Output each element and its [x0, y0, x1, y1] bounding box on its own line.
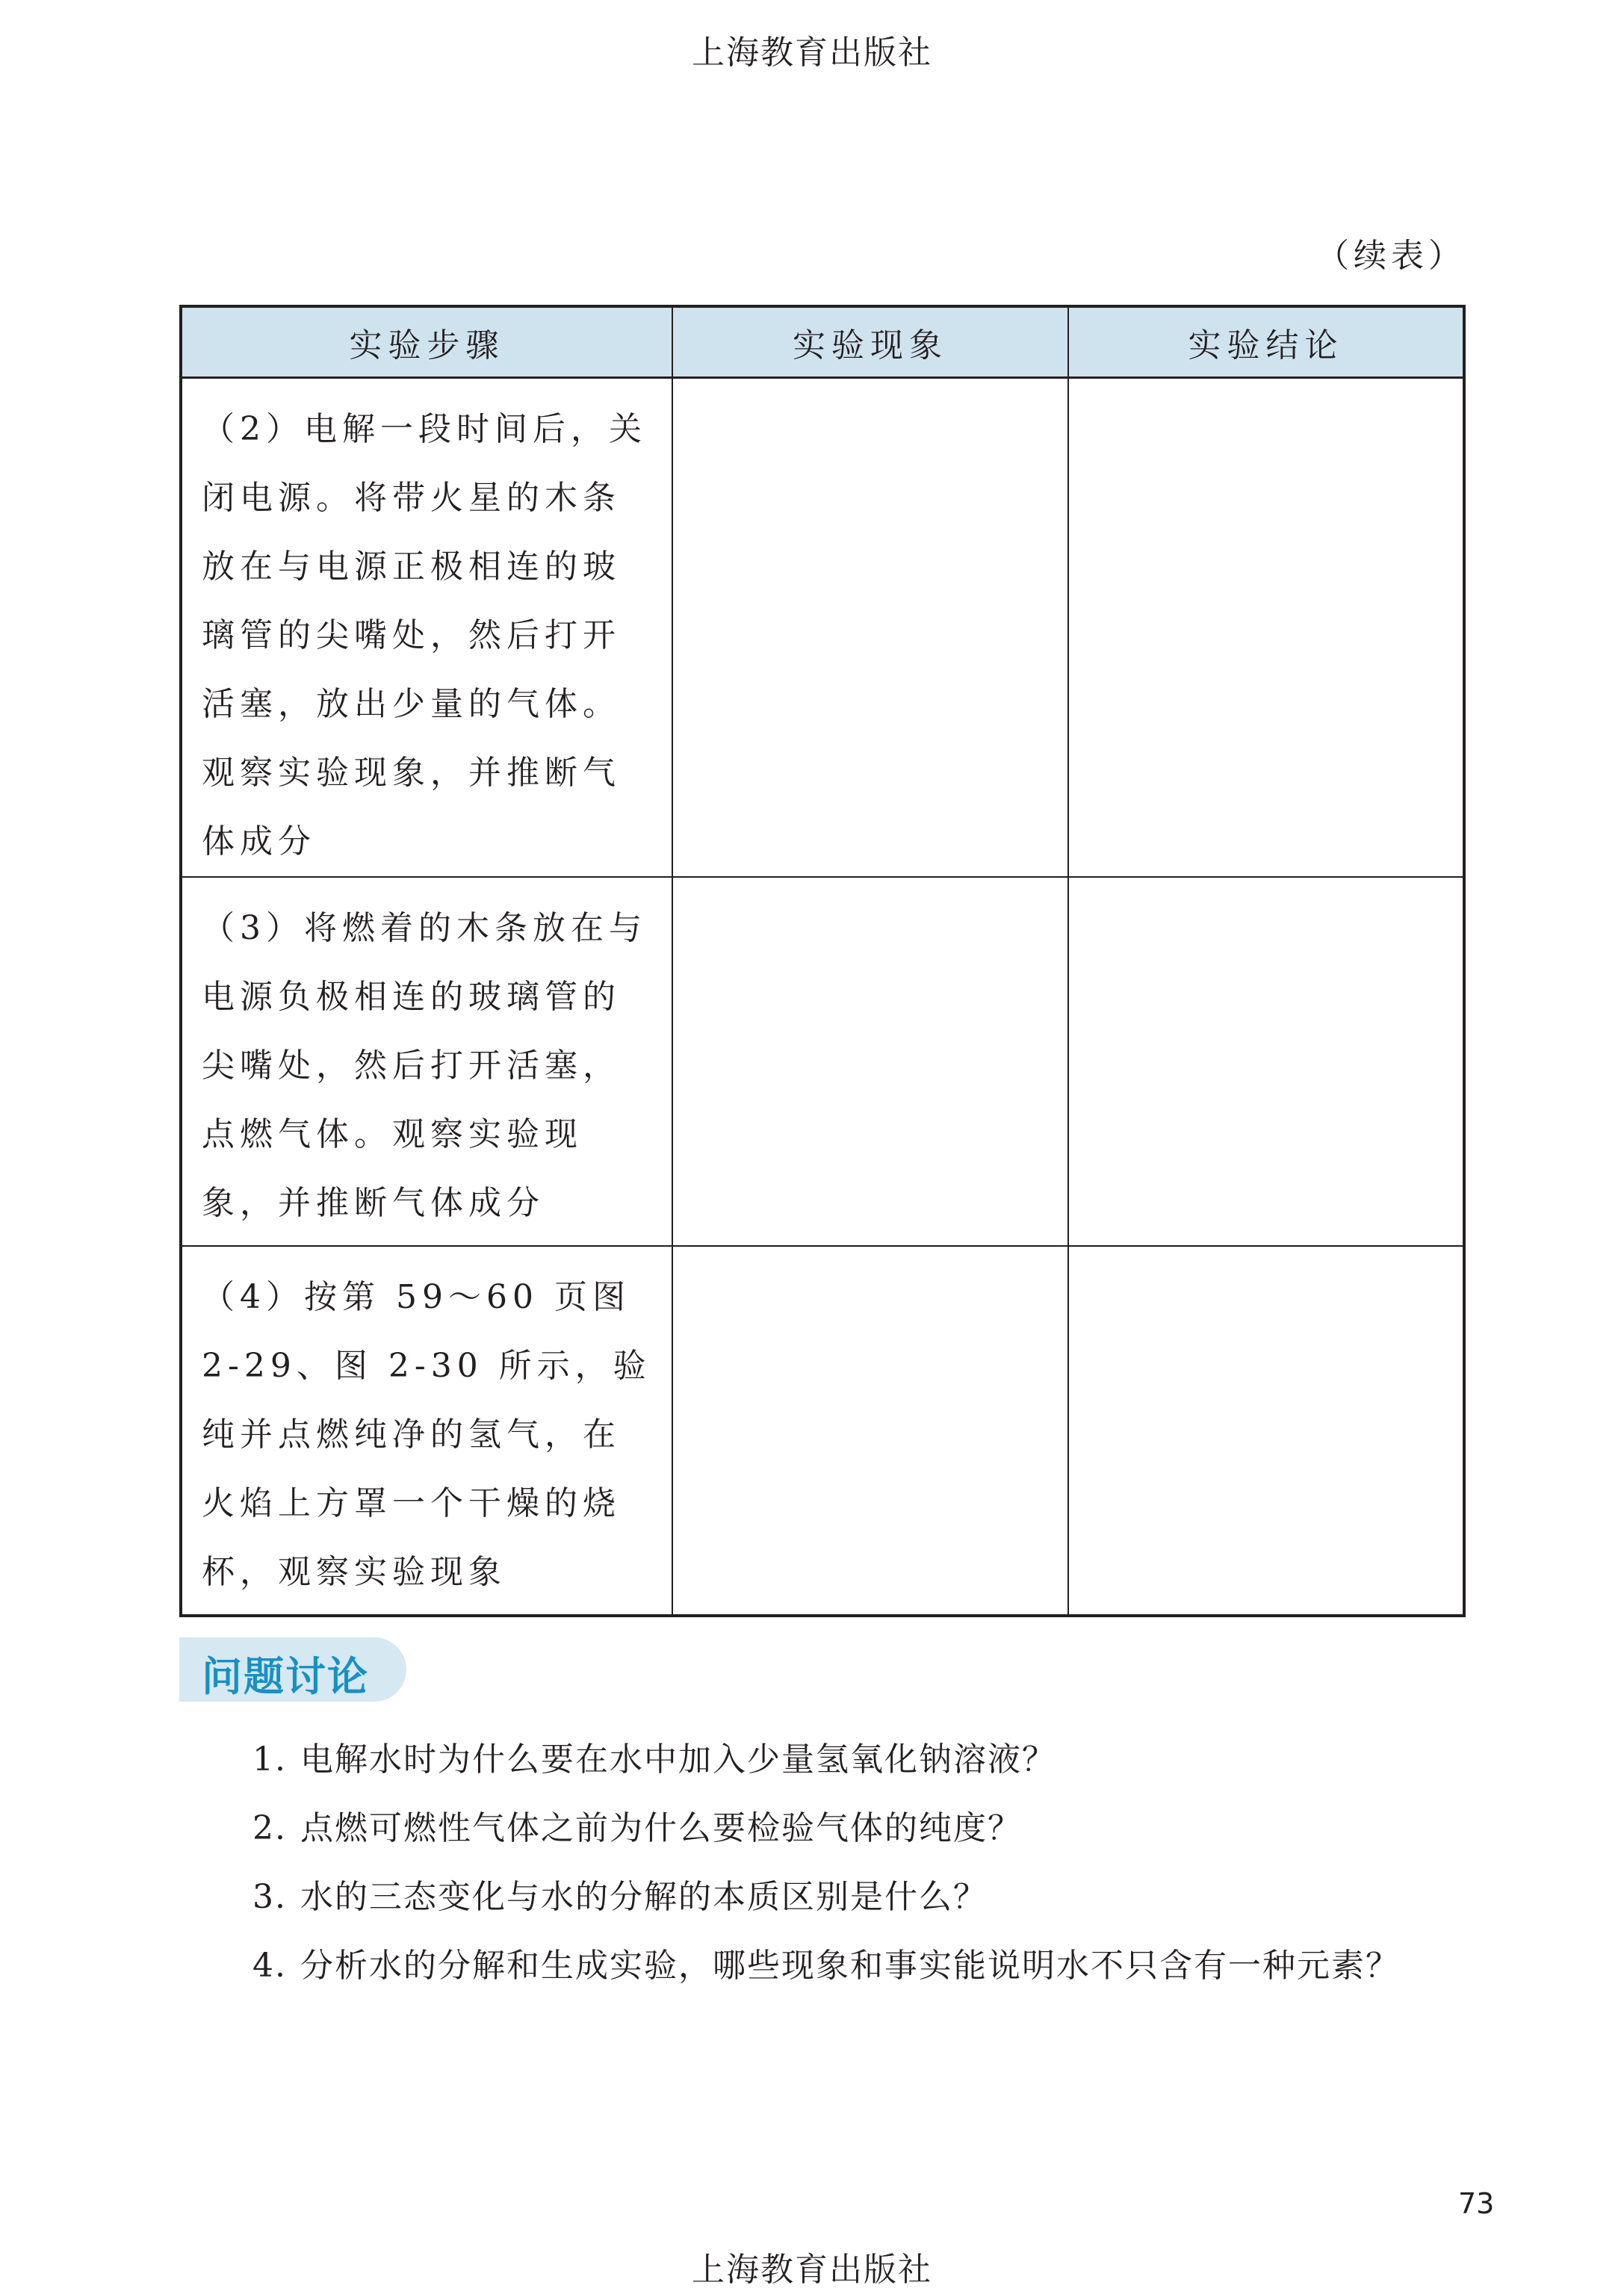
table-row — [181, 378, 1464, 878]
discussion-badge — [179, 1637, 406, 1702]
publisher-footer: 上海教育出版社 — [692, 2251, 932, 2289]
question-number: 2. — [252, 1809, 287, 1847]
table-row — [181, 877, 1464, 1246]
phenomenon-cell — [672, 378, 1068, 878]
header-conclusion: 实验结论 — [1068, 306, 1464, 378]
table-continued-label: （续表） — [1316, 237, 1466, 275]
step-cell — [181, 378, 672, 878]
list-item — [252, 1794, 1400, 1863]
step-cell — [181, 877, 672, 1246]
table-header-row — [181, 306, 1464, 378]
question-text: 电解水时为什么要在水中加入少量氢氧化钠溶液？ — [300, 1740, 1056, 1779]
phenomenon-cell — [672, 1246, 1068, 1616]
question-number: 1. — [252, 1740, 287, 1779]
header-step: 实验步骤 — [181, 306, 672, 378]
question-number: 3. — [252, 1878, 287, 1916]
header-phenomenon: 实验现象 — [672, 306, 1068, 378]
question-text: 水的三态变化与水的分解的本质区别是什么？ — [300, 1878, 988, 1916]
publisher-header: 上海教育出版社 — [692, 34, 932, 72]
table-row — [181, 1246, 1464, 1616]
conclusion-cell — [1068, 877, 1464, 1246]
discussion-title: 问题讨论 — [202, 1653, 369, 1700]
conclusion-cell — [1068, 1246, 1464, 1616]
conclusion-cell — [1068, 378, 1464, 878]
list-item — [252, 1863, 1400, 1932]
discussion-question-list — [252, 1726, 1400, 2000]
step-text: （2）电解一段时间后，关闭电源。将带火星的木条放在与电源正极相连的玻璃管的尖嘴处，然后打开活塞，放出少量的气体。观察实验现象，并推断气体成分 — [202, 410, 647, 861]
phenomenon-cell — [672, 877, 1068, 1246]
list-item — [252, 1726, 1400, 1794]
experiment-table — [179, 305, 1466, 1617]
question-number: 4. — [252, 1947, 287, 1985]
question-text: 点燃可燃性气体之前为什么要检验气体的纯度？ — [300, 1809, 1022, 1847]
question-text: 分析水的分解和生成实验，哪些现象和事实能说明水不只含有一种元素？ — [300, 1947, 1400, 1985]
step-cell — [181, 1246, 672, 1616]
list-item — [252, 1932, 1400, 2000]
step-text: （3）将燃着的木条放在与电源负极相连的玻璃管的尖嘴处，然后打开活塞，点燃气体。观察实验现象，并推断气体成分 — [202, 909, 647, 1222]
page-number: 73 — [1458, 2187, 1495, 2220]
step-text: （4）按第 59～60 页图 2-29、图 2-30 所示，验纯并点燃纯净的氢气，在火焰上方罩一个干燥的烧杯，观察实验现象 — [202, 1278, 651, 1591]
